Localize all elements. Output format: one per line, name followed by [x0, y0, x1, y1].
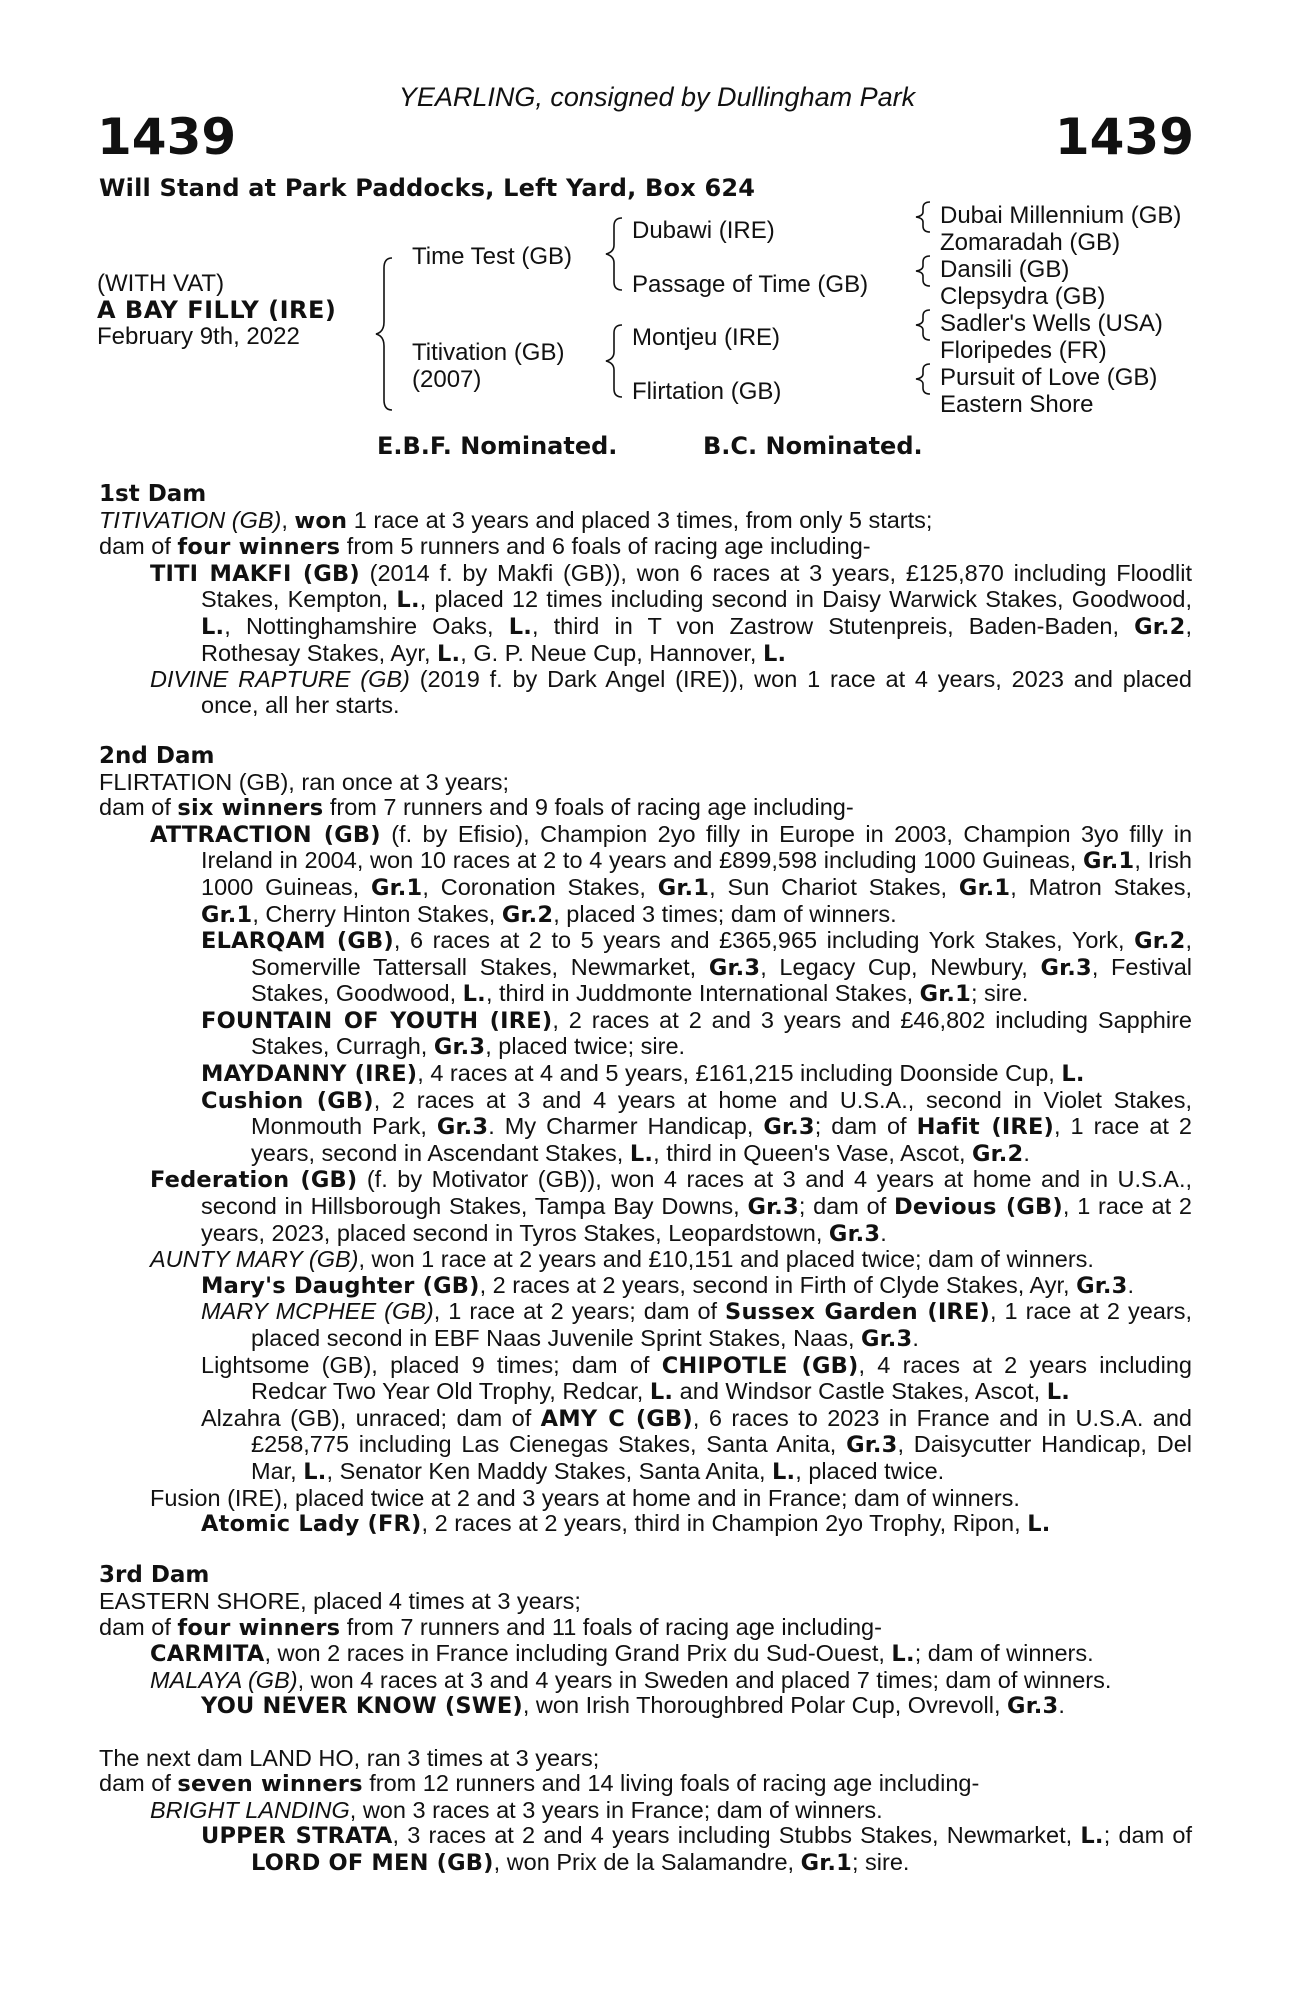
paragraph: YOU NEVER KNOW (SWE), won Irish Thoroughbred Polar Cup, Ovrevoll, Gr.3.	[201, 1692, 1065, 1720]
vat-note: (WITH VAT)	[97, 270, 225, 297]
ebf-nomination: E.B.F. Nominated.	[377, 432, 618, 460]
gen3-8: Eastern Shore	[940, 391, 1094, 418]
paragraph: Mary's Daughter (GB), 2 races at 2 years, second in Firth of Clyde Stakes, Ayr, Gr.3.	[201, 1271, 1134, 1299]
gen3-3: Dansili (GB)	[940, 256, 1070, 283]
paragraph: CARMITA, won 2 races in France including Grand Prix du Sud-Ouest, L.; dam of winners.	[150, 1640, 1094, 1668]
paragraph: dam of six winners from 7 runners and 9 foals of racing age including-	[99, 794, 854, 822]
sire-dam: Passage of Time (GB)	[632, 271, 869, 298]
lot-number-left: 1439	[97, 108, 237, 166]
spacer	[99, 718, 1192, 744]
paragraph: BRIGHT LANDING, won 3 races at 3 years in France; dam of winners.	[150, 1796, 883, 1823]
paragraph: UPPER STRATA, 3 races at 2 and 4 years including Stubbs Stakes, Newmarket, L.; dam of LORD OF MEN (GB), won Prix de la Salamandre, Gr.1; sire.	[201, 1822, 1192, 1876]
spacer	[99, 1720, 1192, 1746]
dam-dam: Flirtation (GB)	[632, 378, 782, 405]
paragraph: dam of four winners from 5 runners and 6 foals of racing age including-	[99, 533, 871, 561]
spacer	[99, 1538, 1192, 1564]
paragraph: MAYDANNY (IRE), 4 races at 4 and 5 years, £161,215 including Doonside Cup, L.	[201, 1060, 1085, 1088]
paragraph: FLIRTATION (GB), ran once at 3 years;	[99, 768, 510, 795]
dam-name: Titivation (GB)	[412, 339, 565, 366]
paragraph: FOUNTAIN OF YOUTH (IRE), 2 races at 2 and 3 years and £46,802 including Sapphire Stakes, Curragh, Gr.3, placed twice; sire.	[201, 1006, 1192, 1061]
paragraph: Cushion (GB), 2 races at 3 and 4 years at home and U.S.A., second in Violet Stakes, Monmouth Park, Gr.3. My Charmer Handicap, Gr.3; dam of Hafit (IRE), 1 race at 2 years, second in Ascendant Stakes, L., third in Queen's Vase, Ascot, Gr.2.	[201, 1086, 1192, 1167]
paragraph: TITIVATION (GB), won 1 race at 3 years and placed 3 times, from only 5 starts;	[99, 506, 933, 534]
paragraph: AUNTY MARY (GB), won 1 race at 2 years and £10,151 and placed twice; dam of winners.	[150, 1246, 1094, 1273]
dam-year: (2007)	[412, 366, 482, 393]
gen3-4: Clepsydra (GB)	[940, 283, 1106, 310]
paragraph: TITI MAKFI (GB) (2014 f. by Makfi (GB)), won 6 races at 3 years, £125,870 including Floodlit Stakes, Kempton, L., placed 12 times including second in Daisy Warwick Stakes, Goodwood, L., Nottinghamshire Oaks, L., third in T von Zastrow Stutenpreis, Baden-Baden, Gr.2, Rothesay Stakes, Ayr, L., G. P. Neue Cup, Hannover, L.	[150, 559, 1192, 667]
paragraph: dam of four winners from 7 runners and 11 foals of racing age including-	[99, 1613, 882, 1641]
bc-nomination: B.C. Nominated.	[703, 432, 923, 460]
section-heading: 2nd Dam	[99, 742, 215, 769]
consignor-line: YEARLING, consigned by Dullingham Park	[398, 82, 916, 112]
lot-number-right: 1439	[1054, 108, 1194, 166]
paragraph: The next dam LAND HO, ran 3 times at 3 years;	[99, 1744, 600, 1771]
family-details	[99, 482, 1192, 1876]
paragraph: dam of seven winners from 12 runners and 14 living foals of racing age including-	[99, 1770, 980, 1798]
paragraph: Federation (GB) (f. by Motivator (GB)), won 4 races at 3 and 4 years at home and in U.S.A., second in Hillsborough Stakes, Tampa Bay Downs, Gr.3; dam of Devious (GB), 1 race at 2 years, 2023, placed second in Tyros Stakes, Leopardstown, Gr.3.	[150, 1166, 1192, 1247]
gen3-6: Floripedes (FR)	[940, 337, 1107, 364]
date-of-birth: February 9th, 2022	[97, 323, 300, 350]
paragraph: EASTERN SHORE, placed 4 times at 3 years;	[99, 1587, 581, 1614]
paragraph: MARY MCPHEE (GB), 1 race at 2 years; dam of Sussex Garden (IRE), 1 race at 2 years, placed second in EBF Naas Juvenile Sprint Stakes, Naas, Gr.3.	[201, 1298, 1192, 1352]
paragraph: DIVINE RAPTURE (GB) (2019 f. by Dark Angel (IRE)), won 1 race at 4 years, 2023 and placed once, all her starts.	[150, 666, 1192, 718]
section-heading: 1st Dam	[99, 481, 207, 507]
sire-name: Time Test (GB)	[412, 243, 573, 270]
gen3-2: Zomaradah (GB)	[940, 229, 1121, 256]
paragraph: MALAYA (GB), won 4 races at 3 and 4 years in Sweden and placed 7 times; dam of winners.	[150, 1666, 1112, 1693]
dam-sire: Montjeu (IRE)	[632, 324, 781, 351]
paragraph: ATTRACTION (GB) (f. by Efisio), Champion 2yo filly in Europe in 2003, Champion 3yo filly in Ireland in 2004, won 10 races at 2 to 4 years and £899,598 including 1000 Guineas, Gr.1, Irish 1000 Guineas, Gr.1, Coronation Stakes, Gr.1, Sun Chariot Stakes, Gr.1, Matron Stakes, Gr.1, Cherry Hinton Stakes, Gr.2, placed 3 times; dam of winners.	[150, 820, 1193, 928]
horse-name: A BAY FILLY (IRE)	[97, 296, 337, 324]
section-heading: 3rd Dam	[99, 1562, 210, 1589]
gen3-5: Sadler's Wells (USA)	[940, 310, 1163, 337]
paragraph: Fusion (IRE), placed twice at 2 and 3 years at home and in France; dam of winners.	[150, 1484, 1020, 1511]
paragraph: Alzahra (GB), unraced; dam of AMY C (GB), 6 races to 2023 in France and in U.S.A. and £258,775 including Las Cienegas Stakes, Santa Anita, Gr.3, Daisycutter Handicap, Del Mar, L., Senator Ken Maddy Stakes, Santa Anita, L., placed twice.	[201, 1404, 1192, 1485]
gen3-7: Pursuit of Love (GB)	[940, 364, 1158, 391]
paragraph: Lightsome (GB), placed 9 times; dam of CHIPOTLE (GB), 4 races at 2 years including Redcar Two Year Old Trophy, Redcar, L. and Windsor Castle Stakes, Ascot, L.	[201, 1351, 1192, 1406]
gen3-1: Dubai Millennium (GB)	[940, 202, 1182, 229]
stand-location: Will Stand at Park Paddocks, Left Yard, Box 624	[99, 174, 756, 202]
paragraph: Atomic Lady (FR), 2 races at 2 years, third in Champion 2yo Trophy, Ripon, L.	[201, 1510, 1051, 1538]
sire-sire: Dubawi (IRE)	[632, 217, 775, 244]
paragraph: ELARQAM (GB), 6 races at 2 to 5 years and £365,965 including York Stakes, York, Gr.2, Somerville Tattersall Stakes, Newmarket, Gr.3, Legacy Cup, Newbury, Gr.3, Festival Stakes, Goodwood, L., third in Juddmonte International Stakes, Gr.1; sire.	[201, 927, 1193, 1008]
